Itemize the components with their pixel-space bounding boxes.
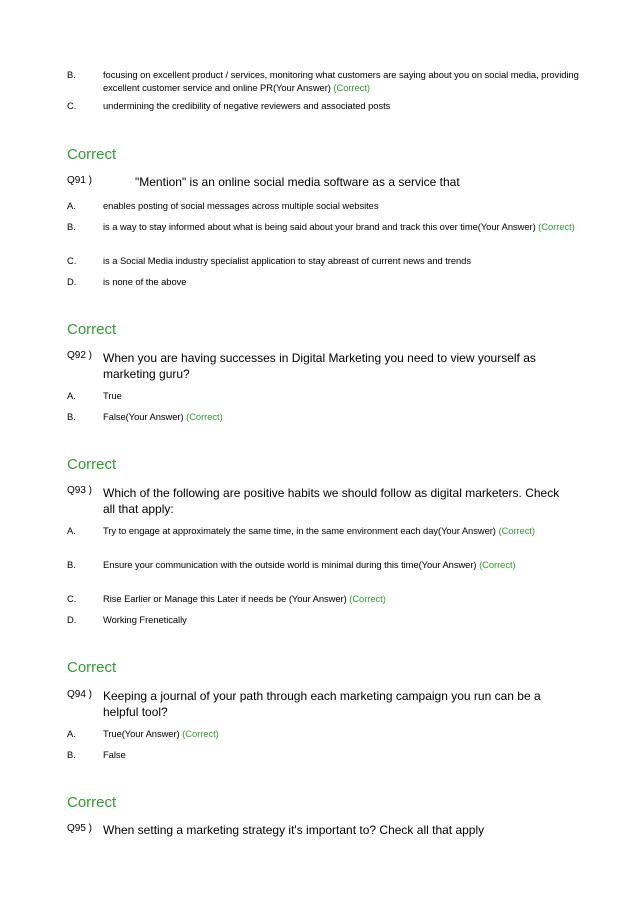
option-text: Try to engage at approximately the same time, in the same environment each day(Your Answer) (Correct) [103,525,535,536]
option-letter: A. [67,390,76,401]
option-letter: B. [67,69,76,80]
option-text: Ensure your communication with the outside world is minimal during this time(Your Answer) (Correct) [103,559,516,570]
option-letter: D. [67,614,77,625]
status-correct: Correct [67,456,117,473]
question-number: Q92 ) [67,350,93,361]
option-text: undermining the credibility of negative reviewers and associated posts [103,100,391,111]
option-letter: B. [67,221,76,232]
option-letter: C. [67,100,77,111]
question-number: Q91 ) [67,175,93,186]
option-text: is a Social Media industry specialist application to stay abreast of current news and trends [103,255,471,266]
question-number: Q93 ) [67,485,93,496]
option-text: True [103,390,122,401]
option-letter: D. [67,276,77,287]
option-letter: B. [67,411,76,422]
status-correct: Correct [67,659,117,676]
question-text: When you are having successes in Digital Marketing you need to view yourself as marketing guru? [103,351,536,381]
option-text: focusing on excellent product / services, monitoring what customers are saying about you on social media, providing excellent customer service and online PR(Your Answer) (Correct) [103,69,579,93]
status-correct: Correct [67,146,117,163]
option-letter: C. [67,255,77,266]
question-text: Which of the following are positive habits we should follow as digital marketers. Check all that apply: [103,486,560,516]
question-text: "Mention" is an online social media software as a service that [135,175,460,189]
option-text: False [103,749,126,760]
option-text: Rise Earlier or Manage this Later if needs be (Your Answer) (Correct) [103,593,386,604]
option-letter: A. [67,525,76,536]
option-letter: C. [67,593,77,604]
status-correct: Correct [67,794,117,811]
option-letter: B. [67,749,76,760]
question-text: When setting a marketing strategy it's important to? Check all that apply [103,823,485,837]
option-text: is a way to stay informed about what is being said about your brand and track this over time(Your Answer) (Correct) [103,221,575,232]
option-letter: A. [67,200,76,211]
option-letter: B. [67,559,76,570]
option-letter: A. [67,728,76,739]
status-correct: Correct [67,321,117,338]
option-text: True(Your Answer) (Correct) [103,728,219,739]
question-text: Keeping a journal of your path through each marketing campaign you run can be a helpful tool? [103,689,541,719]
option-text: False(Your Answer) (Correct) [103,411,223,422]
option-text: is none of the above [103,276,187,287]
option-text: enables posting of social messages across multiple social websites [103,200,379,211]
option-text: Working Frenetically [103,614,187,625]
question-number: Q94 ) [67,689,93,700]
question-number: Q95 ) [67,823,93,834]
